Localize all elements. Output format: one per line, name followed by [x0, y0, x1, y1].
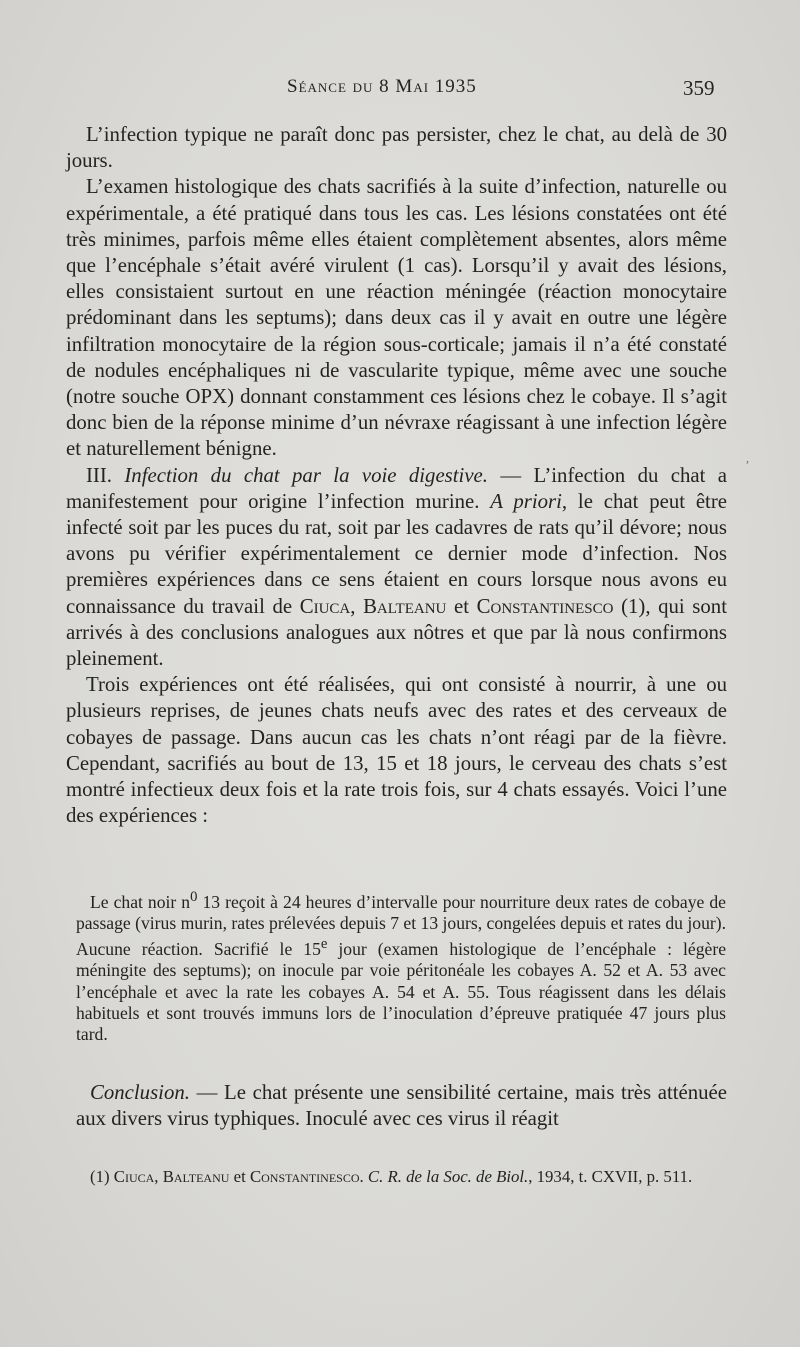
conclusion-text: — Le chat présente une sensibilité certaine, mais très atténuée aux divers virus typhiques. Inoculé avec ces virus il réagit: [76, 1081, 727, 1130]
paper-speck: ,: [746, 451, 749, 465]
body-text: [66, 122, 727, 829]
author-balteanu: Balteanu: [363, 594, 447, 618]
running-title: Séance du 8 Mai 1935: [287, 76, 477, 97]
experiment-protocol: Le chat noir $n^0$ 13 reçoit à 24 heures d’intervalle pour nourriture deux rates de cobaye de passage (virus murin, rates prélevées depuis 7 et 13 jours, congelées depuis et rates du jour). Aucune réaction. Sacrifié le 15e jour (examen histologique de l’encéphale : légère méningite des septums); on inocule par voie péritonéale les cobayes A. 52 et A. 53 avec l’encéphale et avec la rate les cobayes A. 54 et A. 55. Tous réagissent dans les délais habituels et sont trouvés immuns lors de l’inoculation d’épreuve pratiquée 47 jours plus tard.: [76, 889, 727, 1044]
a-priori: A priori: [490, 489, 562, 513]
paragraph-histology: L’examen histologique des chats sacrifiés à la suite d’infection, naturelle ou expérimentale, a été pratiqué dans tous les cas. Les lésions constatées ont été très minimes, parfois même elles étaient complètement absentes, alors même que l’encéphale s’était avéré virulent (1 cas). Lorsqu’il y avait des lésions, elles consistaient surtout en une réaction méningée (réaction monocytaire prédominant dans les septums); dans deux cas il y avait en outre une légère infiltration monocytaire de la région sous-corticale; jamais il n’a été constaté de nodules encéphaliques ni de vascularite typique, même avec une souche (notre souche OPX) donnant constamment ces lésions chez le cobaye. Il s’agit donc bien de la réponse minime d’un névraxe réagissant à une infection légère et naturellement bénigne.: [66, 175, 727, 461]
footnote-journal: C. R. de la Soc. de Biol.: [367, 1167, 529, 1186]
footnote: (1) Ciuca, Balteanu et Constantinesco. C. R. de la Soc. de Biol., 1934, t. CXVII, p. 511.: [90, 1167, 693, 1186]
section-heading: Infection du chat par la voie digestive.: [124, 463, 488, 487]
conclusion: [76, 1080, 727, 1132]
section-number: III.: [86, 463, 112, 487]
author-ciuca: Ciuca: [299, 594, 351, 618]
paragraph-digestive-infection: III. Infection du chat par la voie digestive. — L’infection du chat a manifestement pour origine l’infection murine. A priori, le chat peut être infecté soit par les puces du rat, soit par les cadavres de rats qu’il dévore; nous avons pu vérifier expérimentalement ce dernier mode d’infection. Nos premières expériences dans ce sens étaient en cours lorsque nous avons eu connaissance du travail de Ciuca, Balteanu et Constantinesco (1), qui sont arrivés à des conclusions analogues aux nôtres et que par là nous confirmons pleinement.: [66, 463, 727, 671]
paragraph-persistence: L’infection typique ne paraît donc pas persister, chez le chat, au delà de 30 jours.: [66, 123, 727, 173]
paragraph-experiments: Trois expériences ont été réalisées, qui ont consisté à nourrir, à une ou plusieurs reprises, de jeunes chats neufs avec des rates et des cerveaux de cobayes de passage. Dans aucun cas les chats n’ont réagi par de la fièvre. Cependant, sacrifiés au bout de 13, 15 et 18 jours, le cerveau des chats s’est montré infectieux deux fois et la rate trois fois, sur 4 chats essayés. Voici l’une des expériences :: [66, 673, 727, 828]
page-header: [0, 76, 800, 104]
conclusion-heading: Conclusion.: [90, 1081, 190, 1104]
page-number: 359: [683, 76, 715, 100]
author-constantinesco: Constantinesco: [476, 594, 614, 618]
footnote-marker: (1): [90, 1167, 114, 1186]
